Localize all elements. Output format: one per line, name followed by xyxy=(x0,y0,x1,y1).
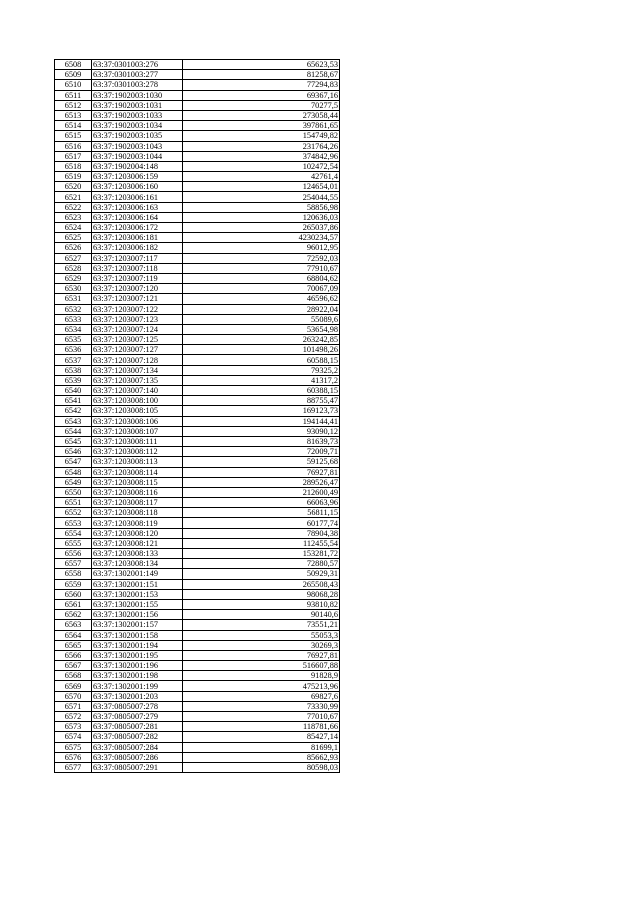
cadastral-value-cell: 77010,67 xyxy=(183,712,340,722)
cadastral-value-cell: 374842,96 xyxy=(183,151,340,161)
cadastral-value-cell: 102472,54 xyxy=(183,161,340,171)
table-row xyxy=(55,457,340,467)
row-number-cell: 6558 xyxy=(55,569,92,579)
cadastral-number-cell: 63:37:1203008:105 xyxy=(92,406,183,416)
cadastral-number-cell: 63:37:1302001:194 xyxy=(92,640,183,650)
table-row xyxy=(55,487,340,497)
row-number-cell: 6519 xyxy=(55,172,92,182)
row-number-cell: 6557 xyxy=(55,559,92,569)
row-number-cell: 6528 xyxy=(55,263,92,273)
cadastral-number-cell: 63:37:1203008:134 xyxy=(92,559,183,569)
row-number-cell: 6542 xyxy=(55,406,92,416)
table-row xyxy=(55,396,340,406)
cadastral-value-cell: 69367,16 xyxy=(183,90,340,100)
row-number-cell: 6545 xyxy=(55,436,92,446)
cadastral-value-cell: 55053,3 xyxy=(183,630,340,640)
table-row xyxy=(55,355,340,365)
cadastral-number-cell: 63:37:1203008:121 xyxy=(92,538,183,548)
row-number-cell: 6552 xyxy=(55,508,92,518)
table-row xyxy=(55,314,340,324)
row-number-cell: 6567 xyxy=(55,661,92,671)
cadastral-number-cell: 63:37:0805007:282 xyxy=(92,732,183,742)
cadastral-value-cell: 68804,62 xyxy=(183,273,340,283)
cadastral-value-cell: 72592,03 xyxy=(183,253,340,263)
cadastral-number-cell: 63:37:0805007:281 xyxy=(92,722,183,732)
cadastral-value-cell: 96012,95 xyxy=(183,243,340,253)
table-row xyxy=(55,192,340,202)
row-number-cell: 6547 xyxy=(55,457,92,467)
cadastral-number-cell: 63:37:1203007:134 xyxy=(92,365,183,375)
cadastral-value-cell: 59125,68 xyxy=(183,457,340,467)
row-number-cell: 6539 xyxy=(55,375,92,385)
cadastral-value-cell: 90140,6 xyxy=(183,610,340,620)
cadastral-number-cell: 63:37:1203007:124 xyxy=(92,324,183,334)
cadastral-number-cell: 63:37:0301003:278 xyxy=(92,80,183,90)
table-row xyxy=(55,650,340,660)
row-number-cell: 6532 xyxy=(55,304,92,314)
cadastral-number-cell: 63:37:1302001:158 xyxy=(92,630,183,640)
row-number-cell: 6523 xyxy=(55,212,92,222)
row-number-cell: 6555 xyxy=(55,538,92,548)
cadastral-value-cell: 265037,86 xyxy=(183,223,340,233)
table-row xyxy=(55,599,340,609)
cadastral-value-cell: 265508,43 xyxy=(183,579,340,589)
cadastral-value-cell: 72009,71 xyxy=(183,447,340,457)
cadastral-number-cell: 63:37:1203006:160 xyxy=(92,182,183,192)
cadastral-number-cell: 63:37:0805007:278 xyxy=(92,701,183,711)
cadastral-number-cell: 63:37:1302001:199 xyxy=(92,681,183,691)
cadastral-value-cell: 263242,85 xyxy=(183,335,340,345)
table-row xyxy=(55,518,340,528)
cadastral-number-cell: 63:37:1203007:128 xyxy=(92,355,183,365)
cadastral-number-cell: 63:37:1302001:203 xyxy=(92,691,183,701)
cadastral-number-cell: 63:37:1902003:1043 xyxy=(92,141,183,151)
row-number-cell: 6525 xyxy=(55,233,92,243)
table-row xyxy=(55,335,340,345)
cadastral-number-cell: 63:37:1302001:195 xyxy=(92,650,183,660)
cadastral-number-cell: 63:37:1203008:133 xyxy=(92,549,183,559)
cadastral-value-cell: 28922,04 xyxy=(183,304,340,314)
cadastral-number-cell: 63:37:1203008:119 xyxy=(92,518,183,528)
cadastral-value-cell: 169123,73 xyxy=(183,406,340,416)
table-row xyxy=(55,223,340,233)
cadastral-number-cell: 63:37:1203008:120 xyxy=(92,528,183,538)
table-row xyxy=(55,80,340,90)
cadastral-value-cell: 50929,31 xyxy=(183,569,340,579)
row-number-cell: 6515 xyxy=(55,131,92,141)
table-row xyxy=(55,375,340,385)
cadastral-number-cell: 63:37:1203008:111 xyxy=(92,436,183,446)
cadastral-number-cell: 63:37:1302001:157 xyxy=(92,620,183,630)
table-row xyxy=(55,284,340,294)
cadastral-value-cell: 101498,26 xyxy=(183,345,340,355)
cadastral-value-cell: 88755,47 xyxy=(183,396,340,406)
cadastral-value-cell: 124654,01 xyxy=(183,182,340,192)
table-row xyxy=(55,712,340,722)
table-row xyxy=(55,691,340,701)
cadastral-number-cell: 63:37:1902003:1030 xyxy=(92,90,183,100)
cadastral-number-cell: 63:37:1203007:117 xyxy=(92,253,183,263)
row-number-cell: 6520 xyxy=(55,182,92,192)
table-row xyxy=(55,701,340,711)
table-row xyxy=(55,477,340,487)
row-number-cell: 6569 xyxy=(55,681,92,691)
cadastral-number-cell: 63:37:0805007:291 xyxy=(92,762,183,772)
cadastral-value-cell: 93810,82 xyxy=(183,599,340,609)
row-number-cell: 6546 xyxy=(55,447,92,457)
row-number-cell: 6559 xyxy=(55,579,92,589)
table-row xyxy=(55,263,340,273)
cadastral-value-cell: 70067,09 xyxy=(183,284,340,294)
table-row xyxy=(55,467,340,477)
table-row xyxy=(55,253,340,263)
cadastral-value-cell: 41317,2 xyxy=(183,375,340,385)
table-body xyxy=(55,60,340,773)
cadastral-value-cell: 77910,67 xyxy=(183,263,340,273)
cadastral-number-cell: 63:37:1203007:125 xyxy=(92,335,183,345)
row-number-cell: 6551 xyxy=(55,498,92,508)
cadastral-number-cell: 63:37:1203006:161 xyxy=(92,192,183,202)
cadastral-value-cell: 516607,88 xyxy=(183,661,340,671)
cadastral-value-cell: 73551,21 xyxy=(183,620,340,630)
cadastral-value-cell: 42761,4 xyxy=(183,172,340,182)
table-row xyxy=(55,528,340,538)
cadastral-value-cell: 65623,53 xyxy=(183,60,340,70)
table-row xyxy=(55,640,340,650)
table-row xyxy=(55,151,340,161)
table-row xyxy=(55,243,340,253)
cadastral-number-cell: 63:37:1203008:114 xyxy=(92,467,183,477)
cadastral-value-cell: 76927,81 xyxy=(183,467,340,477)
cadastral-value-cell: 55089,6 xyxy=(183,314,340,324)
table-row xyxy=(55,630,340,640)
cadastral-value-cell: 85662,93 xyxy=(183,752,340,762)
cadastral-number-cell: 63:37:1203006:159 xyxy=(92,172,183,182)
row-number-cell: 6534 xyxy=(55,324,92,334)
cadastral-number-cell: 63:37:1302001:153 xyxy=(92,589,183,599)
table-row xyxy=(55,681,340,691)
cadastral-value-cell: 69827,6 xyxy=(183,691,340,701)
row-number-cell: 6537 xyxy=(55,355,92,365)
row-number-cell: 6561 xyxy=(55,599,92,609)
cadastral-value-cell: 153281,72 xyxy=(183,549,340,559)
cadastral-number-cell: 63:37:1302001:149 xyxy=(92,569,183,579)
table-row xyxy=(55,722,340,732)
row-number-cell: 6521 xyxy=(55,192,92,202)
cadastral-number-cell: 63:37:1203007:140 xyxy=(92,386,183,396)
row-number-cell: 6540 xyxy=(55,386,92,396)
row-number-cell: 6508 xyxy=(55,60,92,70)
row-number-cell: 6524 xyxy=(55,223,92,233)
row-number-cell: 6518 xyxy=(55,161,92,171)
table-row xyxy=(55,141,340,151)
cadastral-value-cell: 76927,81 xyxy=(183,650,340,660)
cadastral-value-cell: 98068,28 xyxy=(183,589,340,599)
cadastral-number-cell: 63:37:1203006:164 xyxy=(92,212,183,222)
row-number-cell: 6566 xyxy=(55,650,92,660)
cadastral-number-cell: 63:37:1302001:156 xyxy=(92,610,183,620)
cadastral-value-cell: 80598,03 xyxy=(183,762,340,772)
row-number-cell: 6560 xyxy=(55,589,92,599)
table-row xyxy=(55,742,340,752)
cadastral-number-cell: 63:37:1203008:117 xyxy=(92,498,183,508)
table-row xyxy=(55,610,340,620)
cadastral-number-cell: 63:37:1302001:198 xyxy=(92,671,183,681)
table-row xyxy=(55,131,340,141)
row-number-cell: 6574 xyxy=(55,732,92,742)
cadastral-number-cell: 63:37:1203006:182 xyxy=(92,243,183,253)
row-number-cell: 6535 xyxy=(55,335,92,345)
cadastral-number-cell: 63:37:0805007:279 xyxy=(92,712,183,722)
cadastral-value-cell: 81699,1 xyxy=(183,742,340,752)
cadastral-number-cell: 63:37:1902003:1034 xyxy=(92,121,183,131)
row-number-cell: 6563 xyxy=(55,620,92,630)
row-number-cell: 6562 xyxy=(55,610,92,620)
row-number-cell: 6517 xyxy=(55,151,92,161)
table-row xyxy=(55,365,340,375)
table-row xyxy=(55,620,340,630)
cadastral-value-cell: 78904,38 xyxy=(183,528,340,538)
table-row xyxy=(55,202,340,212)
cadastral-value-cell: 475213,96 xyxy=(183,681,340,691)
cadastral-number-cell: 63:37:1203008:115 xyxy=(92,477,183,487)
table-row xyxy=(55,538,340,548)
table-row xyxy=(55,345,340,355)
row-number-cell: 6564 xyxy=(55,630,92,640)
cadastral-number-cell: 63:37:1203007:120 xyxy=(92,284,183,294)
cadastral-number-cell: 63:37:1203006:181 xyxy=(92,233,183,243)
table-row xyxy=(55,100,340,110)
cadastral-value-table xyxy=(54,59,340,773)
cadastral-value-cell: 118781,66 xyxy=(183,722,340,732)
row-number-cell: 6512 xyxy=(55,100,92,110)
cadastral-value-cell: 66063,96 xyxy=(183,498,340,508)
cadastral-value-cell: 91828,9 xyxy=(183,671,340,681)
cadastral-value-cell: 85427,14 xyxy=(183,732,340,742)
cadastral-number-cell: 63:37:1203008:112 xyxy=(92,447,183,457)
cadastral-number-cell: 63:37:1203007:119 xyxy=(92,273,183,283)
table-row xyxy=(55,110,340,120)
table-row xyxy=(55,304,340,314)
table-row xyxy=(55,671,340,681)
cadastral-number-cell: 63:37:0301003:277 xyxy=(92,70,183,80)
table-row xyxy=(55,752,340,762)
table-row xyxy=(55,172,340,182)
table-row xyxy=(55,212,340,222)
cadastral-number-cell: 63:37:1902003:1035 xyxy=(92,131,183,141)
row-number-cell: 6573 xyxy=(55,722,92,732)
row-number-cell: 6577 xyxy=(55,762,92,772)
row-number-cell: 6554 xyxy=(55,528,92,538)
cadastral-value-cell: 4230234,57 xyxy=(183,233,340,243)
table-row xyxy=(55,569,340,579)
table-row xyxy=(55,498,340,508)
cadastral-value-cell: 120636,03 xyxy=(183,212,340,222)
cadastral-number-cell: 63:37:1203008:100 xyxy=(92,396,183,406)
row-number-cell: 6514 xyxy=(55,121,92,131)
cadastral-value-cell: 70277,5 xyxy=(183,100,340,110)
cadastral-number-cell: 63:37:0301003:276 xyxy=(92,60,183,70)
cadastral-value-cell: 231764,26 xyxy=(183,141,340,151)
cadastral-number-cell: 63:37:1203007:135 xyxy=(92,375,183,385)
cadastral-number-cell: 63:37:1902004:148 xyxy=(92,161,183,171)
table-row xyxy=(55,182,340,192)
row-number-cell: 6536 xyxy=(55,345,92,355)
table-row xyxy=(55,273,340,283)
cadastral-number-cell: 63:37:1203007:121 xyxy=(92,294,183,304)
table-row xyxy=(55,60,340,70)
cadastral-value-cell: 112455,54 xyxy=(183,538,340,548)
cadastral-value-cell: 56811,15 xyxy=(183,508,340,518)
row-number-cell: 6513 xyxy=(55,110,92,120)
table-row xyxy=(55,579,340,589)
row-number-cell: 6549 xyxy=(55,477,92,487)
cadastral-number-cell: 63:37:1302001:151 xyxy=(92,579,183,589)
row-number-cell: 6548 xyxy=(55,467,92,477)
row-number-cell: 6527 xyxy=(55,253,92,263)
table-row xyxy=(55,416,340,426)
table-row xyxy=(55,161,340,171)
table-row xyxy=(55,661,340,671)
cadastral-value-cell: 397861,65 xyxy=(183,121,340,131)
row-number-cell: 6511 xyxy=(55,90,92,100)
row-number-cell: 6576 xyxy=(55,752,92,762)
row-number-cell: 6522 xyxy=(55,202,92,212)
cadastral-value-cell: 289526,47 xyxy=(183,477,340,487)
cadastral-value-cell: 58856,98 xyxy=(183,202,340,212)
row-number-cell: 6568 xyxy=(55,671,92,681)
table-row xyxy=(55,732,340,742)
cadastral-number-cell: 63:37:1203008:106 xyxy=(92,416,183,426)
table-row xyxy=(55,233,340,243)
row-number-cell: 6575 xyxy=(55,742,92,752)
row-number-cell: 6533 xyxy=(55,314,92,324)
cadastral-number-cell: 63:37:1203007:118 xyxy=(92,263,183,273)
cadastral-number-cell: 63:37:1902003:1044 xyxy=(92,151,183,161)
cadastral-number-cell: 63:37:1203006:172 xyxy=(92,223,183,233)
cadastral-value-cell: 60588,15 xyxy=(183,355,340,365)
cadastral-number-cell: 63:37:1203008:118 xyxy=(92,508,183,518)
table-row xyxy=(55,294,340,304)
cadastral-value-cell: 194144,41 xyxy=(183,416,340,426)
table-row xyxy=(55,549,340,559)
cadastral-value-cell: 53654,98 xyxy=(183,324,340,334)
cadastral-value-cell: 81639,73 xyxy=(183,436,340,446)
cadastral-value-cell: 60388,15 xyxy=(183,386,340,396)
table-row xyxy=(55,426,340,436)
cadastral-number-cell: 63:37:1902003:1033 xyxy=(92,110,183,120)
cadastral-number-cell: 63:37:1302001:155 xyxy=(92,599,183,609)
table-row xyxy=(55,70,340,80)
row-number-cell: 6571 xyxy=(55,701,92,711)
cadastral-value-cell: 273058,44 xyxy=(183,110,340,120)
table-row xyxy=(55,436,340,446)
cadastral-number-cell: 63:37:1203008:113 xyxy=(92,457,183,467)
row-number-cell: 6541 xyxy=(55,396,92,406)
row-number-cell: 6538 xyxy=(55,365,92,375)
cadastral-number-cell: 63:37:1302001:196 xyxy=(92,661,183,671)
table-row xyxy=(55,762,340,772)
table-row xyxy=(55,386,340,396)
cadastral-value-cell: 212600,49 xyxy=(183,487,340,497)
row-number-cell: 6530 xyxy=(55,284,92,294)
table-row xyxy=(55,90,340,100)
row-number-cell: 6526 xyxy=(55,243,92,253)
cadastral-number-cell: 63:37:1203007:123 xyxy=(92,314,183,324)
cadastral-number-cell: 63:37:1203008:116 xyxy=(92,487,183,497)
table-row xyxy=(55,406,340,416)
cadastral-value-cell: 154749,82 xyxy=(183,131,340,141)
row-number-cell: 6531 xyxy=(55,294,92,304)
table-row xyxy=(55,447,340,457)
table-row xyxy=(55,508,340,518)
cadastral-number-cell: 63:37:1203008:107 xyxy=(92,426,183,436)
cadastral-value-cell: 30269,3 xyxy=(183,640,340,650)
cadastral-value-cell: 81258,67 xyxy=(183,70,340,80)
row-number-cell: 6529 xyxy=(55,273,92,283)
table-row xyxy=(55,324,340,334)
table-row xyxy=(55,559,340,569)
cadastral-value-cell: 79325,2 xyxy=(183,365,340,375)
row-number-cell: 6565 xyxy=(55,640,92,650)
row-number-cell: 6556 xyxy=(55,549,92,559)
row-number-cell: 6572 xyxy=(55,712,92,722)
cadastral-value-cell: 93090,12 xyxy=(183,426,340,436)
row-number-cell: 6544 xyxy=(55,426,92,436)
cadastral-number-cell: 63:37:1203007:127 xyxy=(92,345,183,355)
cadastral-number-cell: 63:37:0805007:284 xyxy=(92,742,183,752)
cadastral-number-cell: 63:37:1902003:1031 xyxy=(92,100,183,110)
cadastral-value-cell: 46596,62 xyxy=(183,294,340,304)
cadastral-number-cell: 63:37:0805007:286 xyxy=(92,752,183,762)
cadastral-number-cell: 63:37:1203007:122 xyxy=(92,304,183,314)
row-number-cell: 6510 xyxy=(55,80,92,90)
row-number-cell: 6550 xyxy=(55,487,92,497)
cadastral-value-cell: 73330,99 xyxy=(183,701,340,711)
row-number-cell: 6509 xyxy=(55,70,92,80)
cadastral-value-cell: 77294,83 xyxy=(183,80,340,90)
cadastral-number-cell: 63:37:1203006:163 xyxy=(92,202,183,212)
table-row xyxy=(55,589,340,599)
cadastral-value-cell: 60177,74 xyxy=(183,518,340,528)
cadastral-value-cell: 72880,57 xyxy=(183,559,340,569)
row-number-cell: 6516 xyxy=(55,141,92,151)
row-number-cell: 6553 xyxy=(55,518,92,528)
row-number-cell: 6570 xyxy=(55,691,92,701)
cadastral-value-cell: 254044,55 xyxy=(183,192,340,202)
row-number-cell: 6543 xyxy=(55,416,92,426)
table-row xyxy=(55,121,340,131)
